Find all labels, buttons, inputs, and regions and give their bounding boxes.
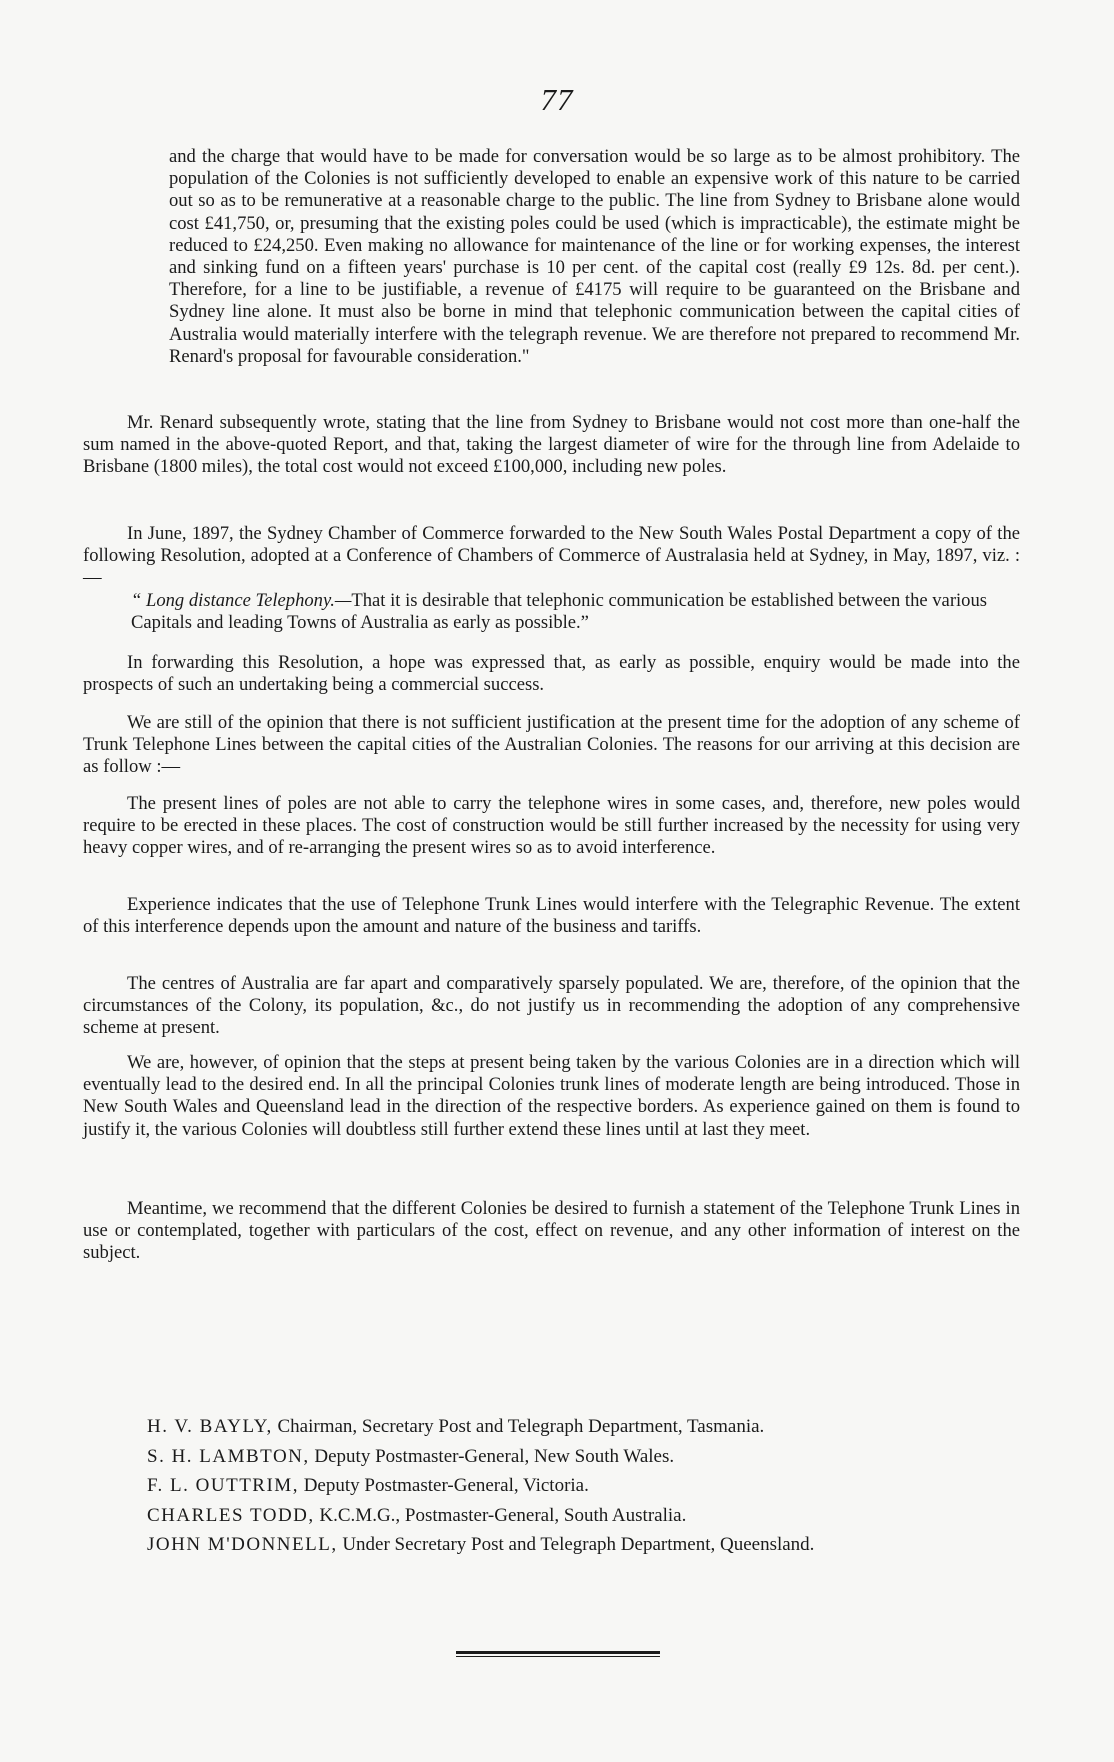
signatory <box>147 1471 1027 1501</box>
signatory <box>147 1501 1027 1531</box>
paragraph-text: We are, however, of opinion that the steps at present being taken by the various Colonies are in a direction which will eventually lead to the desired end. In all the principal Colonies trunk lines of moderate length are being introduced. Those in New South Wales and Queensland lead in the direction of the respective borders. As experience gained on them is found to justify it, the various Colonies will doubtless still further extend these lines until at last they meet. <box>83 1052 1020 1140</box>
paragraph-text: The present lines of poles are not able to carry the telephone wires in some cases, and, therefore, new poles would require to be erected in these places. The cost of construction would be still further increased by the necessity for using very heavy copper wires, and of re-arranging the present wires so as to avoid interference. <box>83 793 1020 859</box>
signatory-name: JOHN M'DONNELL, <box>147 1534 338 1555</box>
paragraph-meantime <box>83 1198 1020 1265</box>
signatory-title: K.C.M.G., Postmaster-General, South Australia. <box>319 1504 687 1526</box>
paragraph-text: In June, 1897, the Sydney Chamber of Commerce forwarded to the New South Wales Postal Department a copy of the following Resolution, adopted at a Conference of Chambers of Commerce of Australasia held at Sydney, in May, 1897, viz. :— <box>83 523 1020 589</box>
paragraph-steps <box>83 1052 1020 1141</box>
paragraph-chamber-of-commerce <box>83 523 1020 590</box>
signatory <box>147 1442 1027 1472</box>
signatory <box>147 1530 1027 1560</box>
signatory-name: CHARLES TODD, <box>147 1504 315 1526</box>
paragraph-renard-reply <box>83 412 1020 479</box>
paragraph-text: We are still of the opinion that there is not sufficient justification at the present time for the adoption of any scheme of Trunk Telephone Lines between the capital cities of the Australian Colonies. The reasons for our arriving at this decision are as follow :— <box>83 712 1020 778</box>
signatory-title: Chairman, Secretary Post and Telegraph Department, Tasmania. <box>277 1416 765 1437</box>
signatory-name: F. L. OUTTRIM, <box>147 1475 299 1496</box>
signatory-title: Deputy Postmaster-General, Victoria. <box>303 1475 589 1496</box>
paragraph-text: In forwarding this Resolution, a hope was expressed that, as early as possible, enquiry would be made into the prospects of such an undertaking being a commercial success. <box>83 652 1020 696</box>
signatory-name: S. H. LAMBTON, <box>147 1445 310 1467</box>
paragraph-opinion <box>83 712 1020 779</box>
signatory-title: Under Secretary Post and Telegraph Department, Queensland. <box>342 1534 815 1555</box>
closing-rule <box>456 1651 660 1657</box>
paragraph-centres <box>83 973 1020 1040</box>
paragraph-text: Meantime, we recommend that the different Colonies be desired to furnish a statement of the Telephone Trunk Lines in use or contemplated, together with particulars of the cost, effect on revenue, and any other information of interest on the subject. <box>83 1198 1020 1264</box>
page-number: 77 <box>540 82 574 117</box>
resolution-heading: “ Long distance Telephony.— <box>131 590 352 611</box>
resolution-text: That it is desirable that telephonic communication be established between the various Capitals and leading Towns of Australia as early as possible.” <box>131 590 988 634</box>
paragraph-experience <box>83 894 1020 938</box>
paragraph-text: The centres of Australia are far apart and comparatively sparsely populated. We are, therefore, of the opinion that the circumstances of the Colony, its population, &c., do not justify us in recommending the adoption of any comprehensive scheme at present. <box>83 973 1020 1039</box>
signatory <box>147 1412 1027 1442</box>
resolution-quote <box>131 590 1020 634</box>
signatories-list <box>147 1412 1027 1560</box>
signatory-name: H. V. BAYLY, <box>147 1416 273 1437</box>
paragraph-text: Mr. Renard subsequently wrote, stating that the line from Sydney to Brisbane would not cost more than one-half the sum named in the above-quoted Report, and that, taking the largest diameter of wire for the through line from Adelaide to Brisbane (1800 miles), the total cost would not exceed £100,000, including new poles. <box>83 412 1020 478</box>
paragraph-text: Experience indicates that the use of Telephone Trunk Lines would interfere with the Telegraphic Revenue. The extent of this interference depends upon the amount and nature of the business and tariffs. <box>83 894 1020 938</box>
paragraph-forwarding <box>83 652 1020 696</box>
paragraph-poles <box>83 793 1020 860</box>
report-quotation: and the charge that would have to be made for conversation would be so large as to be almost prohibitory. The population of the Colonies is not sufficiently developed to enable an expensive work of this nature to be carried out so as to be remunerative at a reasonable charge to the public. The line from Sydney to Brisbane alone would cost £41,750, or, presuming that the existing poles could be used (which is impracticable), the estimate might be reduced to £24,250. Even making no allowance for maintenance of the line or for working expenses, the interest and sinking fund on a fifteen years' purchase is 10 per cent. of the capital cost (really £9 12s. 8d. per cent.). Therefore, for a line to be justifiable, a revenue of £4175 will require to be guaranteed on the Brisbane and Sydney line alone. It must also be borne in mind that telephonic communication between the capital cities of Australia would materially interfere with the telegraph revenue. We are therefore not prepared to recommend Mr. Renard's proposal for favourable consideration." <box>169 146 1020 367</box>
signatory-title: Deputy Postmaster-General, New South Wales. <box>314 1445 675 1467</box>
